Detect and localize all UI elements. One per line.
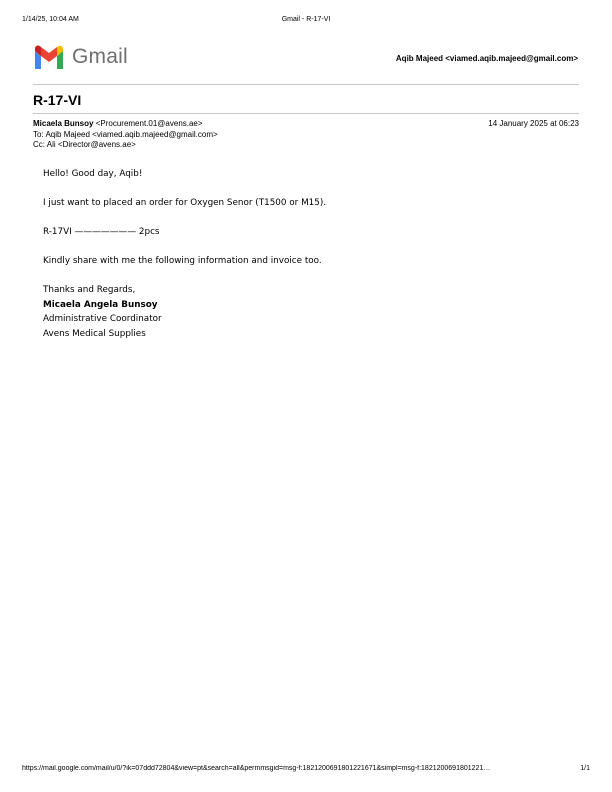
gmail-logo-text: Gmail xyxy=(72,45,128,68)
item-line: R-17VI ——————— 2pcs xyxy=(43,227,160,237)
body-line: Kindly share with me the following information and invoice too. xyxy=(43,256,322,266)
print-page-number: 1/1 xyxy=(580,765,590,772)
closing: Thanks and Regards, xyxy=(43,285,136,295)
divider xyxy=(33,113,579,114)
email-body xyxy=(43,167,563,341)
sender-email: <Procurement.01@avens.ae> xyxy=(95,119,203,128)
divider xyxy=(33,84,579,85)
signature-title: Administrative Coordinator xyxy=(43,314,162,324)
gmail-logo xyxy=(33,44,128,70)
cc-line: Cc: Ali <Director@avens.ae> xyxy=(33,140,136,149)
email-subject: R-17-VI xyxy=(33,92,82,108)
print-footer xyxy=(22,765,590,775)
email-date: 14 January 2025 at 06:23 xyxy=(488,119,579,128)
print-page-title: Gmail - R-17-VI xyxy=(281,16,331,23)
print-url: https://mail.google.com/mail/u/0/?ik=07ddd72804&view=pt&search=all&permmsgid=msg-f:1821200691801221671&simpl=msg-f:1821200691801221… xyxy=(22,765,491,772)
signature-company: Avens Medical Supplies xyxy=(43,328,146,339)
to-line: To: Aqib Majeed <viamed.aqib.majeed@gmail.com> xyxy=(33,129,218,139)
gmail-m-icon xyxy=(33,45,65,69)
sender-name: Micaela Bunsoy xyxy=(33,119,94,128)
print-header xyxy=(22,16,590,26)
body-line: I just want to placed an order for Oxygen Senor (T1500 or M15). xyxy=(43,198,327,208)
email-meta xyxy=(33,119,579,151)
account-label: Aqib Majeed <viamed.aqib.majeed@gmail.com> xyxy=(395,54,578,63)
greeting: Hello! Good day, Aqib! xyxy=(43,169,143,179)
print-datetime: 1/14/25, 10:04 AM xyxy=(22,16,79,23)
signature-name: Micaela Angela Bunsoy xyxy=(43,299,158,310)
